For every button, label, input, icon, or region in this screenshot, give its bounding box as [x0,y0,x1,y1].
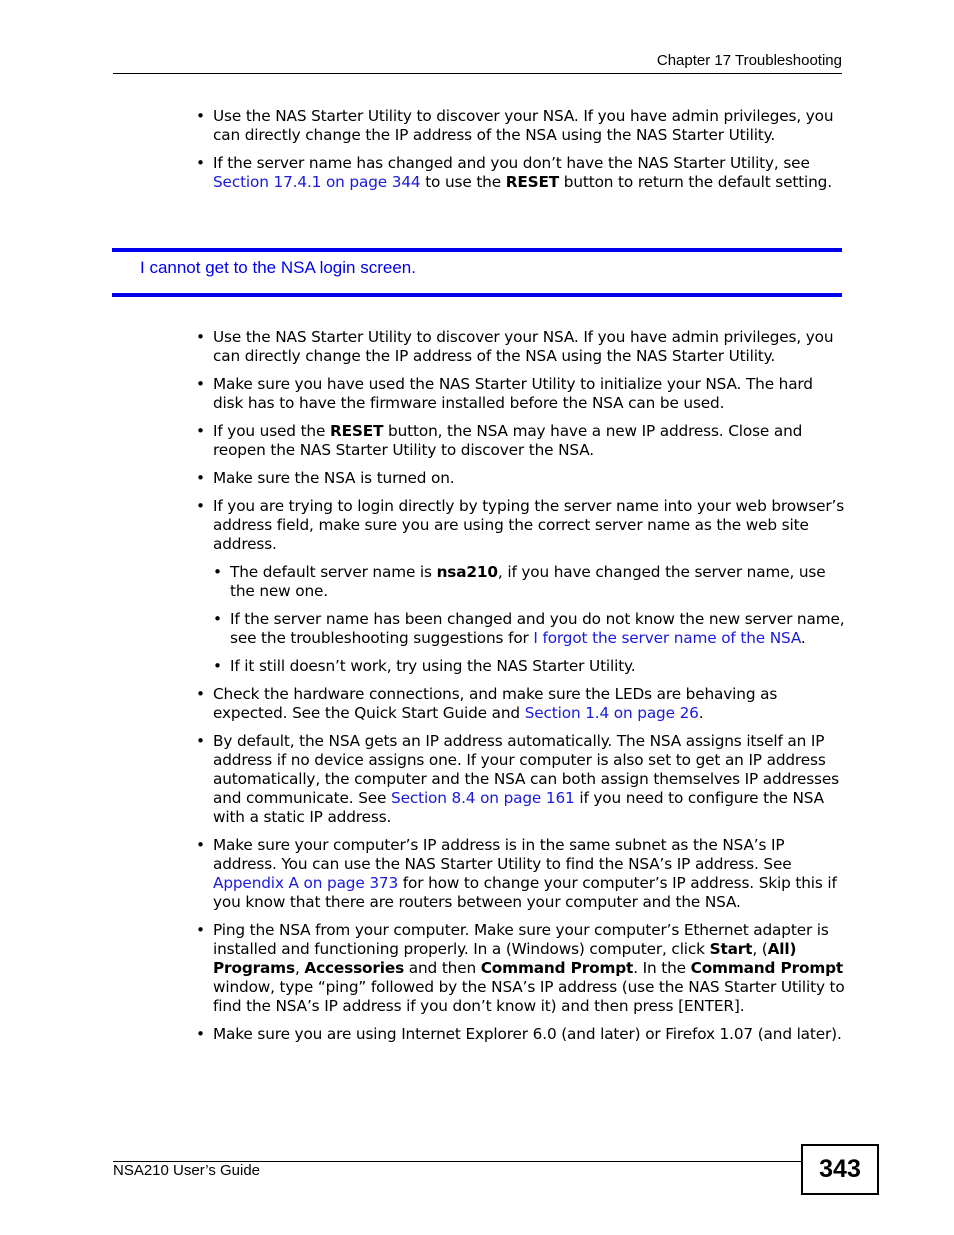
list-item [196,469,846,488]
text-run: button to return the default setting. [559,173,832,191]
sub-list-item [213,610,846,648]
bold-term: All) Programs [213,940,797,977]
text-run: Check the hardware connections, and make sure the LEDs are behaving as expected. See the Quick Start Guide and [213,685,778,722]
text-run: Make sure the NSA is turned on. [213,469,455,487]
bold-term: nsa210 [436,563,498,581]
text-run: If it still doesn’t work, try using the NAS Starter Utility. [230,657,636,675]
header-rule [113,73,842,74]
list-item [196,685,846,723]
main-bullet-list [196,328,846,1053]
text-run: Use the NAS Starter Utility to discover your NSA. If you have admin privileges, you can directly change the IP address of the NSA using the NAS Starter Utility. [213,107,834,144]
top-bullet-list [196,107,846,201]
text-run: window, type “ping” followed by the NSA’s IP address (use the NAS Starter Utility to find the NSA’s IP address if you don’t know it) and then press [ENTER]. [213,978,845,1015]
bold-term: RESET [329,422,384,440]
bold-term: RESET [505,173,560,191]
section-rule-bottom [112,293,842,297]
text-run: , [294,959,305,977]
bold-term: Accessories [304,959,405,977]
text-run: to use the [420,173,506,191]
list-item [196,375,846,413]
text-run: If the server name has been changed and you do not know the new server name, see the troubleshooting suggestions for [230,610,845,647]
section-rule-top [112,248,842,252]
text-run: , ( [752,940,768,958]
list-item [196,732,846,827]
bold-term: Start [709,940,753,958]
bold-term: Command Prompt [480,959,634,977]
text-run: button, the NSA may have a new IP address. Close and reopen the NAS Starter Utility to discover the NSA. [213,422,803,459]
chapter-header: Chapter 17 Troubleshooting [656,52,842,69]
list-item [196,422,846,460]
list-item [196,1025,846,1044]
cross-reference-link[interactable]: Section 17.4.1 on page 344 [213,173,421,191]
text-run: If you used the [213,422,330,440]
text-run: Use the NAS Starter Utility to discover your NSA. If you have admin privileges, you can directly change the IP address of the NSA using the NAS Starter Utility. [213,328,834,365]
sub-bullet-list [213,563,846,676]
list-item [196,154,846,192]
guide-title: NSA210 User’s Guide [113,1162,261,1179]
text-run: for how to change your computer’s IP address. Skip this if you know that there are routers between your computer and the NSA. [213,874,837,911]
text-run: If you are trying to login directly by typing the server name into your web browser’s address field, make sure you are using the correct server name as the web site address. [213,497,845,553]
section-title: I cannot get to the NSA login screen. [140,258,416,277]
text-run: if you need to configure the NSA with a static IP address. [213,789,824,826]
text-run: Make sure your computer’s IP address is in the same subnet as the NSA’s IP address. You can use the NAS Starter Utility to find the NSA’s IP address. See [213,836,792,873]
cross-reference-link[interactable]: Appendix A on page 373 [213,874,399,892]
list-item [196,836,846,912]
text-run: , if you have changed the server name, use the new one. [230,563,826,600]
page-number: 343 [801,1144,879,1195]
text-run: Make sure you have used the NAS Starter Utility to initialize your NSA. The hard disk has to have the firmware installed before the NSA can be used. [213,375,813,412]
text-run: . [698,704,704,722]
cross-reference-link[interactable]: Section 8.4 on page 161 [391,789,575,807]
text-run: Make sure you are using Internet Explorer 6.0 (and later) or Firefox 1.07 (and later). [213,1025,842,1043]
text-run: Ping the NSA from your computer. Make sure your computer’s Ethernet adapter is installed and functioning properly. In a (Windows) computer, click [213,921,829,958]
text-run: and then [404,959,481,977]
list-item [196,497,846,676]
text-run: If the server name has changed and you don’t have the NAS Starter Utility, see [213,154,810,172]
bold-term: Command Prompt [690,959,844,977]
cross-reference-link[interactable]: I forgot the server name of the NSA [533,629,801,647]
list-item [196,921,846,1016]
text-run: By default, the NSA gets an IP address automatically. The NSA assigns itself an IP address if no device assigns one. If your computer is also set to get an IP address automatically, the computer and the NSA can both assign themselves IP addresses and communicate. See [213,732,839,807]
sub-list-item [213,657,846,676]
cross-reference-link[interactable]: Section 1.4 on page 26 [524,704,699,722]
list-item [196,328,846,366]
list-item [196,107,846,145]
text-run: The default server name is [230,563,437,581]
sub-list-item [213,563,846,601]
text-run: . [800,629,806,647]
text-run: . In the [633,959,691,977]
